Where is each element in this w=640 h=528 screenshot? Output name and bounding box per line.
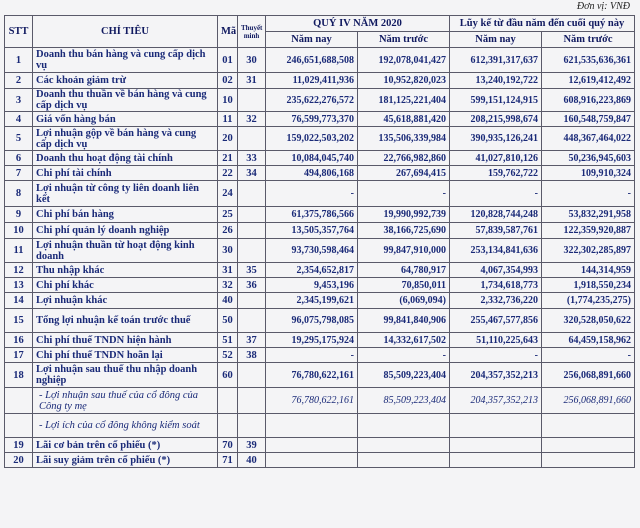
row-indicator: Chi phí thuế TNDN hoãn lại xyxy=(33,348,218,363)
row-q4-this-year: 11,029,411,936 xyxy=(266,73,358,89)
row-code: 51 xyxy=(218,333,238,348)
row-q4-this-year: 76,780,622,161 xyxy=(266,363,358,388)
row-ytd-last-year: 1,918,550,234 xyxy=(542,278,635,293)
row-q4-last-year: (6,069,094) xyxy=(358,293,450,309)
row-q4-last-year xyxy=(358,438,450,453)
row-stt: 12 xyxy=(5,263,33,278)
row-code: 24 xyxy=(218,181,238,207)
row-ytd-this-year: 51,110,225,643 xyxy=(450,333,542,348)
row-note: 40 xyxy=(238,453,266,468)
row-code: 60 xyxy=(218,363,238,388)
row-q4-last-year: 19,990,992,739 xyxy=(358,207,450,223)
row-q4-last-year: 192,078,041,427 xyxy=(358,48,450,73)
row-q4-this-year: 159,022,503,202 xyxy=(266,127,358,151)
row-ytd-this-year: 255,467,577,856 xyxy=(450,309,542,333)
row-indicator: Tổng lợi nhuận kế toán trước thuế xyxy=(33,309,218,333)
row-code: 21 xyxy=(218,151,238,166)
row-ytd-this-year: 204,357,352,213 xyxy=(450,388,542,414)
row-ytd-this-year: - xyxy=(450,181,542,207)
row-stt: 11 xyxy=(5,239,33,263)
row-ytd-last-year: 160,548,759,847 xyxy=(542,112,635,127)
table-row xyxy=(5,348,635,363)
row-q4-this-year: 93,730,598,464 xyxy=(266,239,358,263)
row-stt: 2 xyxy=(5,73,33,89)
row-q4-this-year: 2,345,199,621 xyxy=(266,293,358,309)
row-ytd-last-year: 621,535,636,361 xyxy=(542,48,635,73)
header-ytd-last-year: Năm trước xyxy=(542,32,635,48)
row-code: 71 xyxy=(218,453,238,468)
row-stt: 6 xyxy=(5,151,33,166)
row-note: 36 xyxy=(238,278,266,293)
row-q4-this-year: 96,075,798,085 xyxy=(266,309,358,333)
row-q4-this-year: 9,453,196 xyxy=(266,278,358,293)
row-ytd-this-year: 57,839,587,761 xyxy=(450,223,542,239)
row-q4-last-year: 99,841,840,906 xyxy=(358,309,450,333)
unit-label: Đơn vị: VNĐ xyxy=(576,1,630,12)
table-row xyxy=(5,207,635,223)
row-q4-last-year: 70,850,011 xyxy=(358,278,450,293)
row-ytd-this-year: 120,828,744,248 xyxy=(450,207,542,223)
row-q4-this-year: 76,599,773,370 xyxy=(266,112,358,127)
row-note: 32 xyxy=(238,112,266,127)
table-row xyxy=(5,363,635,388)
row-code xyxy=(218,388,238,414)
row-stt: 16 xyxy=(5,333,33,348)
row-q4-last-year: 38,166,725,690 xyxy=(358,223,450,239)
row-q4-last-year: - xyxy=(358,348,450,363)
row-q4-this-year xyxy=(266,414,358,438)
row-q4-this-year: 13,505,357,764 xyxy=(266,223,358,239)
row-ytd-last-year: 320,528,050,622 xyxy=(542,309,635,333)
row-q4-last-year xyxy=(358,453,450,468)
row-code: 50 xyxy=(218,309,238,333)
row-indicator: Lợi nhuận thuần từ hoạt động kinh doanh xyxy=(33,239,218,263)
row-code xyxy=(218,414,238,438)
table-row xyxy=(5,263,635,278)
row-indicator: Lãi cơ bản trên cổ phiếu (*) xyxy=(33,438,218,453)
row-ytd-this-year: 4,067,354,993 xyxy=(450,263,542,278)
row-ytd-last-year xyxy=(542,453,635,468)
header-ytd-this-year: Năm nay xyxy=(450,32,542,48)
row-ytd-this-year: 204,357,352,213 xyxy=(450,363,542,388)
row-ytd-this-year: 159,762,722 xyxy=(450,166,542,181)
row-note: 37 xyxy=(238,333,266,348)
row-indicator: Lợi nhuận từ công ty liên doanh liên kết xyxy=(33,181,218,207)
row-code: 10 xyxy=(218,89,238,112)
row-ytd-this-year xyxy=(450,414,542,438)
row-indicator: - Lợi nhuận sau thuế của cổ đông của Công ty mẹ xyxy=(33,388,218,414)
row-note: 38 xyxy=(238,348,266,363)
table-body xyxy=(5,48,635,468)
row-indicator: Thu nhập khác xyxy=(33,263,218,278)
row-note xyxy=(238,293,266,309)
row-ytd-last-year: - xyxy=(542,348,635,363)
row-ytd-this-year: 208,215,998,674 xyxy=(450,112,542,127)
row-q4-this-year xyxy=(266,453,358,468)
table-row xyxy=(5,48,635,73)
row-indicator: Doanh thu hoạt động tài chính xyxy=(33,151,218,166)
row-ytd-this-year: 2,332,736,220 xyxy=(450,293,542,309)
row-code: 22 xyxy=(218,166,238,181)
row-q4-last-year: 14,332,617,502 xyxy=(358,333,450,348)
table-row xyxy=(5,293,635,309)
row-stt: 3 xyxy=(5,89,33,112)
table-row xyxy=(5,166,635,181)
row-ytd-last-year: 109,910,324 xyxy=(542,166,635,181)
row-indicator: Lợi nhuận gộp về bán hàng và cung cấp dịch vụ xyxy=(33,127,218,151)
row-indicator: Doanh thu bán hàng và cung cấp dịch vụ xyxy=(33,48,218,73)
row-code: 52 xyxy=(218,348,238,363)
row-note: 30 xyxy=(238,48,266,73)
row-code: 01 xyxy=(218,48,238,73)
row-stt: 1 xyxy=(5,48,33,73)
table-row xyxy=(5,89,635,112)
table-row xyxy=(5,223,635,239)
row-ytd-this-year: 612,391,317,637 xyxy=(450,48,542,73)
row-ytd-last-year: 53,832,291,958 xyxy=(542,207,635,223)
table-row xyxy=(5,181,635,207)
row-stt: 8 xyxy=(5,181,33,207)
row-stt: 17 xyxy=(5,348,33,363)
row-note xyxy=(238,239,266,263)
table-row xyxy=(5,151,635,166)
row-code: 20 xyxy=(218,127,238,151)
row-ytd-last-year xyxy=(542,438,635,453)
row-q4-last-year: 181,125,221,404 xyxy=(358,89,450,112)
row-note xyxy=(238,388,266,414)
row-indicator: Doanh thu thuần về bán hàng và cung cấp dịch vụ xyxy=(33,89,218,112)
row-q4-this-year: 19,295,175,924 xyxy=(266,333,358,348)
row-ytd-this-year: 599,151,124,915 xyxy=(450,89,542,112)
row-q4-this-year: 76,780,622,161 xyxy=(266,388,358,414)
row-stt: 9 xyxy=(5,207,33,223)
table-row xyxy=(5,239,635,263)
table-row xyxy=(5,388,635,414)
row-ytd-this-year: 253,134,841,636 xyxy=(450,239,542,263)
row-ytd-this-year: - xyxy=(450,348,542,363)
row-indicator: Chi phí khác xyxy=(33,278,218,293)
table-row xyxy=(5,333,635,348)
table-row xyxy=(5,73,635,89)
row-q4-last-year: 45,618,881,420 xyxy=(358,112,450,127)
row-code: 11 xyxy=(218,112,238,127)
row-stt: 5 xyxy=(5,127,33,151)
header-q4-last-year: Năm trước xyxy=(358,32,450,48)
row-indicator: Giá vốn hàng bán xyxy=(33,112,218,127)
row-q4-last-year: - xyxy=(358,181,450,207)
row-code: 30 xyxy=(218,239,238,263)
row-q4-last-year: 85,509,223,404 xyxy=(358,363,450,388)
row-note: 33 xyxy=(238,151,266,166)
row-note xyxy=(238,363,266,388)
row-q4-last-year: 22,766,982,860 xyxy=(358,151,450,166)
row-q4-this-year xyxy=(266,438,358,453)
row-indicator: Các khoản giảm trừ xyxy=(33,73,218,89)
header-q4-group: QUÝ IV NĂM 2020 xyxy=(266,16,450,32)
table-row xyxy=(5,127,635,151)
row-stt: 7 xyxy=(5,166,33,181)
row-indicator: Chi phí bán hàng xyxy=(33,207,218,223)
table-row xyxy=(5,112,635,127)
row-ytd-last-year xyxy=(542,414,635,438)
header-stt: STT xyxy=(5,16,33,48)
row-ytd-last-year: 64,459,158,962 xyxy=(542,333,635,348)
row-ytd-last-year: (1,774,235,275) xyxy=(542,293,635,309)
row-code: 32 xyxy=(218,278,238,293)
row-q4-this-year: 246,651,688,508 xyxy=(266,48,358,73)
row-ytd-last-year: 608,916,223,869 xyxy=(542,89,635,112)
table-row xyxy=(5,453,635,468)
row-code: 26 xyxy=(218,223,238,239)
header-ytd-group: Lũy kế từ đầu năm đến cuối quý này xyxy=(450,16,635,32)
row-indicator: Chi phí tài chính xyxy=(33,166,218,181)
row-code: 25 xyxy=(218,207,238,223)
row-indicator: Lãi suy giảm trên cổ phiếu (*) xyxy=(33,453,218,468)
row-indicator: Lợi nhuận khác xyxy=(33,293,218,309)
row-note: 34 xyxy=(238,166,266,181)
row-q4-last-year: 85,509,223,404 xyxy=(358,388,450,414)
row-stt xyxy=(5,414,33,438)
row-q4-this-year: - xyxy=(266,181,358,207)
row-ytd-this-year xyxy=(450,438,542,453)
income-statement-table xyxy=(4,15,635,468)
row-q4-this-year: 494,806,168 xyxy=(266,166,358,181)
row-stt: 19 xyxy=(5,438,33,453)
row-stt: 14 xyxy=(5,293,33,309)
row-code: 02 xyxy=(218,73,238,89)
row-note xyxy=(238,207,266,223)
row-code: 40 xyxy=(218,293,238,309)
row-ytd-last-year: 256,068,891,660 xyxy=(542,388,635,414)
row-ytd-last-year: 144,314,959 xyxy=(542,263,635,278)
row-note xyxy=(238,89,266,112)
row-q4-last-year: 267,694,415 xyxy=(358,166,450,181)
row-ytd-this-year xyxy=(450,453,542,468)
row-ytd-last-year: 122,359,920,887 xyxy=(542,223,635,239)
row-code: 31 xyxy=(218,263,238,278)
row-stt: 18 xyxy=(5,363,33,388)
row-note xyxy=(238,223,266,239)
row-ytd-this-year: 390,935,126,241 xyxy=(450,127,542,151)
row-ytd-last-year: - xyxy=(542,181,635,207)
header-code: Mã xyxy=(218,16,238,48)
header-note: Thuyết minh xyxy=(238,16,266,48)
row-q4-last-year: 64,780,917 xyxy=(358,263,450,278)
row-q4-this-year: 10,084,045,740 xyxy=(266,151,358,166)
row-note: 39 xyxy=(238,438,266,453)
table-row xyxy=(5,414,635,438)
row-ytd-last-year: 256,068,891,660 xyxy=(542,363,635,388)
row-q4-this-year: 2,354,652,817 xyxy=(266,263,358,278)
row-ytd-this-year: 1,734,618,773 xyxy=(450,278,542,293)
row-ytd-last-year: 12,619,412,492 xyxy=(542,73,635,89)
row-indicator: Chi phí quản lý doanh nghiệp xyxy=(33,223,218,239)
row-stt: 4 xyxy=(5,112,33,127)
row-ytd-last-year: 322,302,285,897 xyxy=(542,239,635,263)
row-note: 35 xyxy=(238,263,266,278)
row-indicator: - Lợi ích của cổ đông không kiểm soát xyxy=(33,414,218,438)
row-note xyxy=(238,309,266,333)
row-note xyxy=(238,181,266,207)
row-q4-this-year: 235,622,276,572 xyxy=(266,89,358,112)
row-code: 70 xyxy=(218,438,238,453)
row-indicator: Chi phí thuế TNDN hiện hành xyxy=(33,333,218,348)
header-q4-this-year: Năm nay xyxy=(266,32,358,48)
header-indicator: CHỈ TIÊU xyxy=(33,16,218,48)
row-q4-last-year: 10,952,820,023 xyxy=(358,73,450,89)
row-q4-last-year: 99,847,910,000 xyxy=(358,239,450,263)
row-q4-last-year: 135,506,339,984 xyxy=(358,127,450,151)
row-indicator: Lợi nhuận sau thuế thu nhập doanh nghiệp xyxy=(33,363,218,388)
table-row xyxy=(5,278,635,293)
row-ytd-last-year: 448,367,464,022 xyxy=(542,127,635,151)
row-q4-last-year xyxy=(358,414,450,438)
row-ytd-last-year: 50,236,945,603 xyxy=(542,151,635,166)
row-note xyxy=(238,127,266,151)
table-row xyxy=(5,309,635,333)
table-row xyxy=(5,438,635,453)
row-stt: 20 xyxy=(5,453,33,468)
row-q4-this-year: 61,375,786,566 xyxy=(266,207,358,223)
row-note xyxy=(238,414,266,438)
row-ytd-this-year: 41,027,810,126 xyxy=(450,151,542,166)
row-stt: 10 xyxy=(5,223,33,239)
row-stt: 13 xyxy=(5,278,33,293)
row-ytd-this-year: 13,240,192,722 xyxy=(450,73,542,89)
row-stt xyxy=(5,388,33,414)
row-note: 31 xyxy=(238,73,266,89)
row-stt: 15 xyxy=(5,309,33,333)
row-q4-this-year: - xyxy=(266,348,358,363)
